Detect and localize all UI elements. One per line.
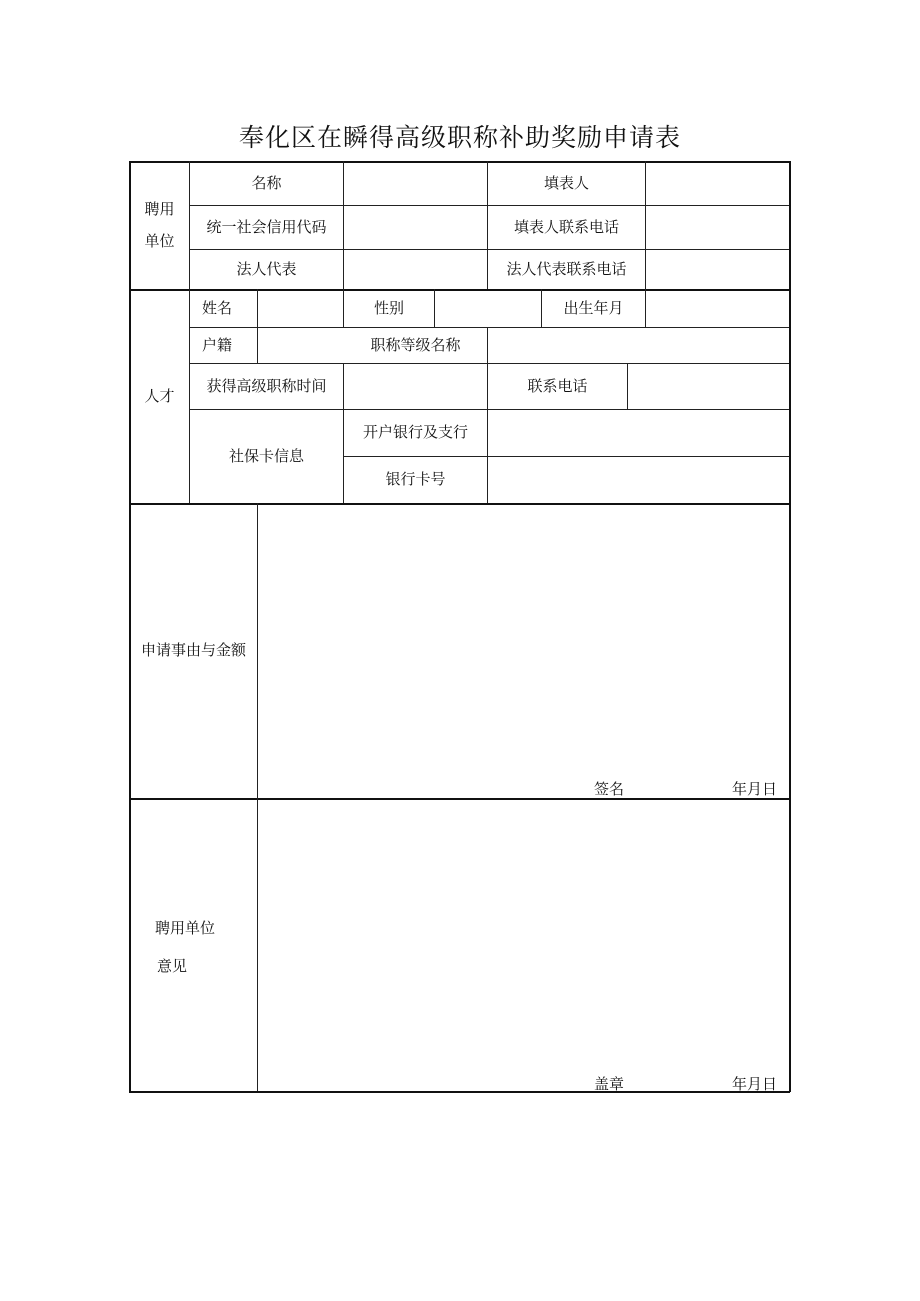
talent-name-label: 姓名 bbox=[202, 298, 233, 317]
legal-rep-phone-field[interactable] bbox=[646, 250, 789, 289]
bank-card-label: 银行卡号 bbox=[385, 470, 446, 489]
legal-rep-phone-label: 法人代表联系电话 bbox=[506, 259, 627, 278]
talent-name-field[interactable] bbox=[258, 290, 343, 327]
opinion-date-label: 年月日 bbox=[732, 1075, 778, 1093]
title-level-field[interactable] bbox=[488, 328, 789, 363]
employer-section-label bbox=[130, 162, 189, 289]
bank-branch-label: 开户银行及支行 bbox=[362, 423, 468, 442]
bank-card-field[interactable] bbox=[488, 457, 789, 503]
gender-field[interactable] bbox=[435, 290, 541, 327]
obtained-time-field[interactable] bbox=[344, 364, 487, 409]
credit-code-field[interactable] bbox=[344, 206, 487, 249]
birth-field[interactable] bbox=[646, 290, 789, 327]
social-card-label: 社保卡信息 bbox=[228, 446, 304, 465]
credit-code-label: 统一社会信用代码 bbox=[206, 217, 327, 236]
table-border-bottom bbox=[129, 1091, 790, 1093]
application-reason-field[interactable] bbox=[258, 504, 789, 774]
filler-field[interactable] bbox=[646, 162, 789, 205]
contact-phone-label: 联系电话 bbox=[527, 376, 588, 395]
application-date-label: 年月日 bbox=[732, 780, 778, 798]
employer-label-line1: 聘用 bbox=[144, 200, 175, 218]
birth-label: 出生年月 bbox=[563, 298, 624, 317]
contact-phone-field[interactable] bbox=[628, 364, 789, 409]
opinion-label-line2: 意见 bbox=[157, 957, 188, 975]
form-title: 奉化区在瞬得高级职称补助奖励申请表 bbox=[238, 123, 681, 152]
application-reason-label: 申请事由与金额 bbox=[140, 641, 246, 660]
legal-rep-label: 法人代表 bbox=[236, 259, 297, 278]
talent-section-label: 人才 bbox=[144, 386, 175, 405]
opinion-field[interactable] bbox=[258, 799, 789, 1067]
seal-label: 盖章 bbox=[594, 1075, 625, 1093]
opinion-label-line1: 聘用单位 bbox=[155, 919, 216, 937]
filler-label: 填表人 bbox=[543, 173, 589, 192]
obtained-time-label: 获得高级职称时间 bbox=[206, 376, 327, 395]
employer-label-line2: 单位 bbox=[144, 231, 175, 250]
filler-phone-label: 填表人联系电话 bbox=[513, 217, 619, 236]
title-level-label: 职称等级名称 bbox=[370, 335, 461, 354]
sign-label: 签名 bbox=[594, 780, 625, 798]
employer-name-field[interactable] bbox=[344, 162, 487, 205]
legal-rep-field[interactable] bbox=[344, 250, 487, 289]
gender-label: 性别 bbox=[373, 298, 404, 317]
employer-name-label: 名称 bbox=[251, 173, 282, 192]
household-label: 户籍 bbox=[202, 335, 233, 354]
bank-branch-field[interactable] bbox=[488, 410, 789, 456]
household-field[interactable] bbox=[258, 328, 343, 363]
filler-phone-field[interactable] bbox=[646, 206, 789, 249]
table-border-right bbox=[789, 161, 791, 1092]
